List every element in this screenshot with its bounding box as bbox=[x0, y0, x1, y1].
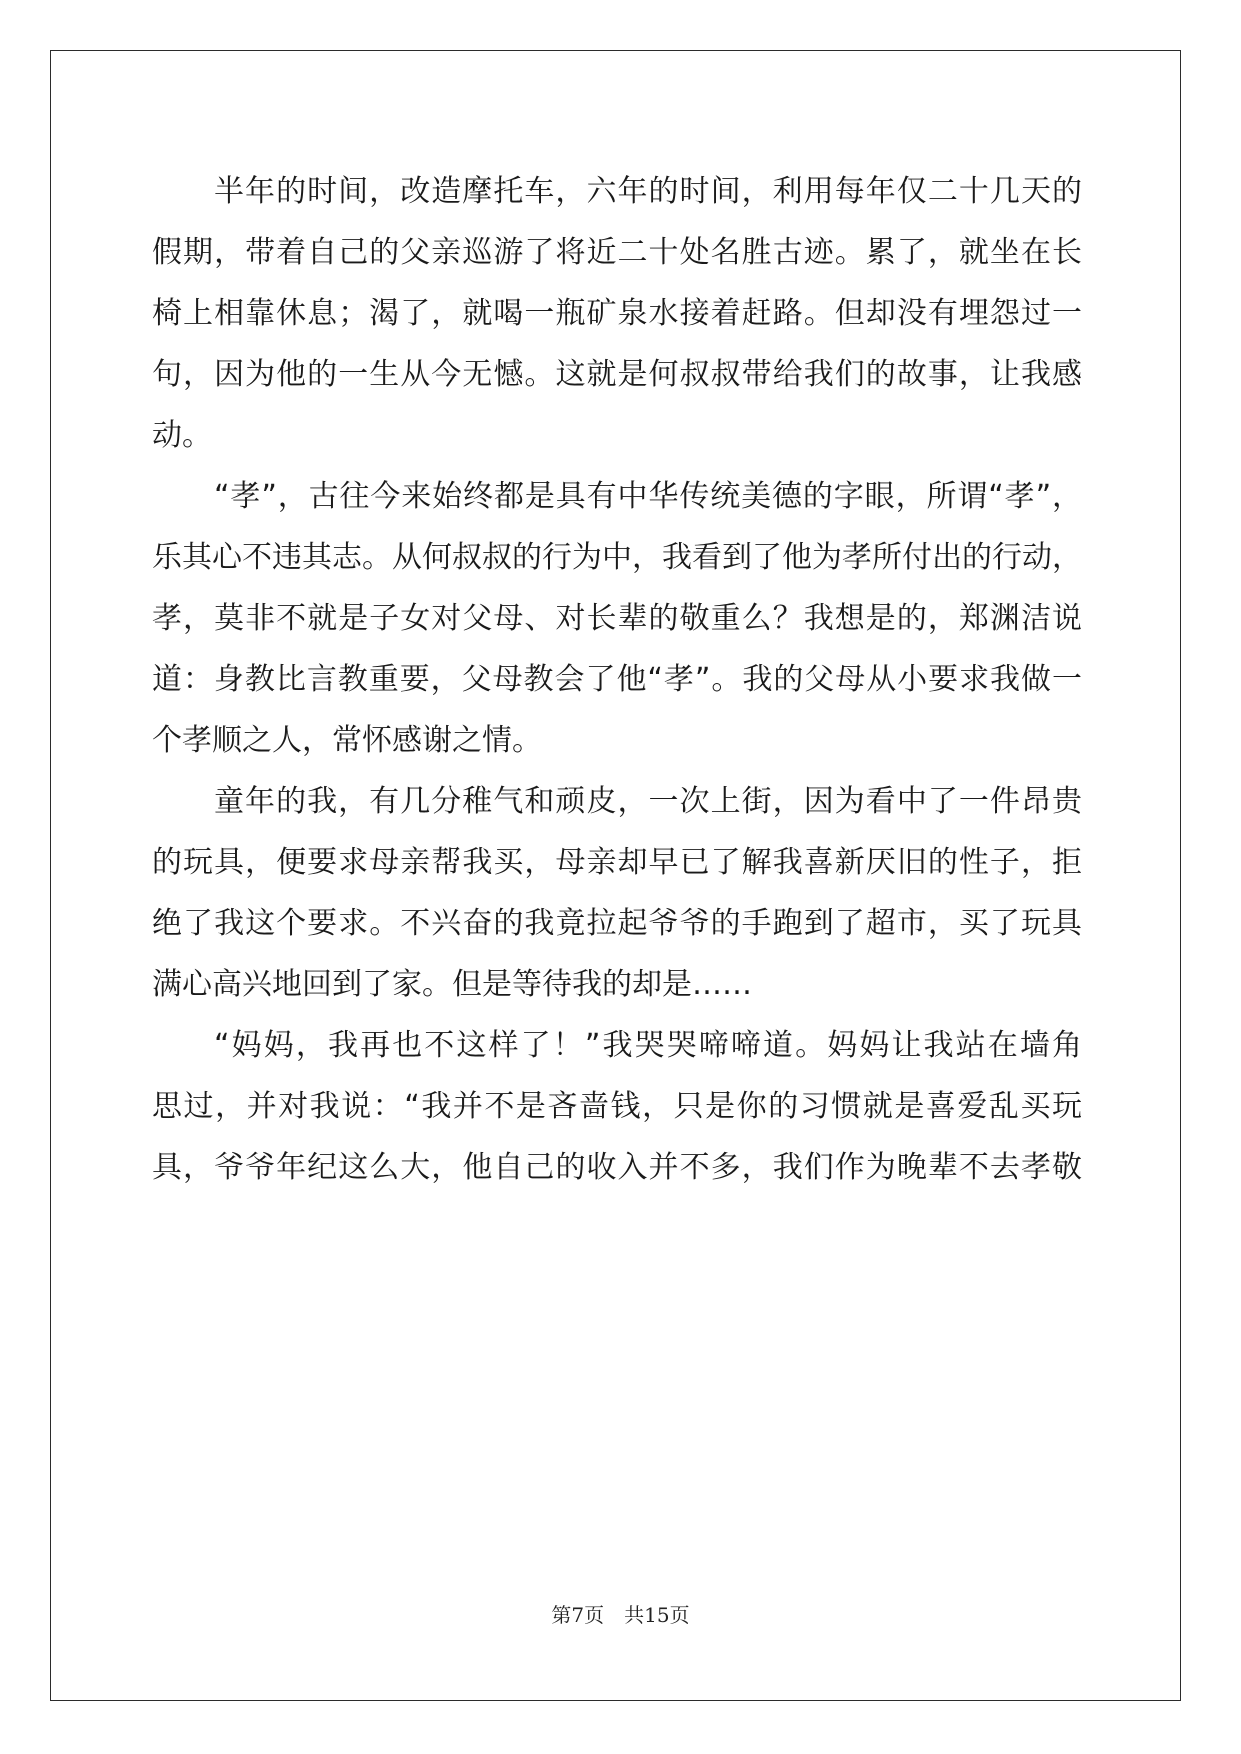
page-footer: 第7页 共15页 bbox=[551, 1603, 690, 1627]
paragraph-line: 椅上相靠休息；渴了，就喝一瓶矿泉水接着赶路。但却没有埋怨过一 bbox=[152, 296, 1082, 331]
paragraph-line: 句，因为他的一生从今无憾。这就是何叔叔带给我们的故事，让我感 bbox=[152, 357, 1082, 392]
paragraph-line: 道：身教比言教重要，父母教会了他“孝”。我的父母从小要求我做一 bbox=[152, 662, 1082, 697]
paragraph-line: 具，爷爷年纪这么大，他自己的收入并不多，我们作为晚辈不去孝敬 bbox=[152, 1150, 1082, 1185]
paragraph-line: 乐其心不违其志。从何叔叔的行为中，我看到了他为孝所付出的行动， bbox=[152, 540, 1082, 575]
paragraph-line: 的玩具，便要求母亲帮我买，母亲却早已了解我喜新厌旧的性子，拒 bbox=[152, 845, 1082, 880]
paragraph-line: 孝，莫非不就是子女对父母、对长辈的敬重么？我想是的，郑渊洁说 bbox=[152, 601, 1082, 636]
paragraph-line: 满心高兴地回到了家。但是等待我的却是…… bbox=[152, 967, 752, 1002]
paragraph-line: 半年的时间，改造摩托车，六年的时间，利用每年仅二十几天的 bbox=[214, 174, 1082, 209]
paragraph-line: 动。 bbox=[152, 418, 212, 453]
paragraph-line: 思过，并对我说：“我并不是吝啬钱，只是你的习惯就是喜爱乱买玩 bbox=[152, 1089, 1082, 1124]
paragraph-line: 个孝顺之人，常怀感谢之情。 bbox=[152, 723, 542, 758]
paragraph-line: 绝了我这个要求。不兴奋的我竟拉起爷爷的手跑到了超市，买了玩具 bbox=[152, 906, 1082, 941]
paragraph-line: “孝”，古往今来始终都是具有中华传统美德的字眼，所谓“孝”， bbox=[214, 479, 1082, 514]
paragraph-line: “妈妈，我再也不这样了！”我哭哭啼啼道。妈妈让我站在墙角 bbox=[214, 1028, 1082, 1063]
paragraph-line: 童年的我，有几分稚气和顽皮，一次上街，因为看中了一件昂贵 bbox=[214, 784, 1082, 819]
paragraph-line: 假期，带着自己的父亲巡游了将近二十处名胜古迹。累了，就坐在长 bbox=[152, 235, 1082, 270]
